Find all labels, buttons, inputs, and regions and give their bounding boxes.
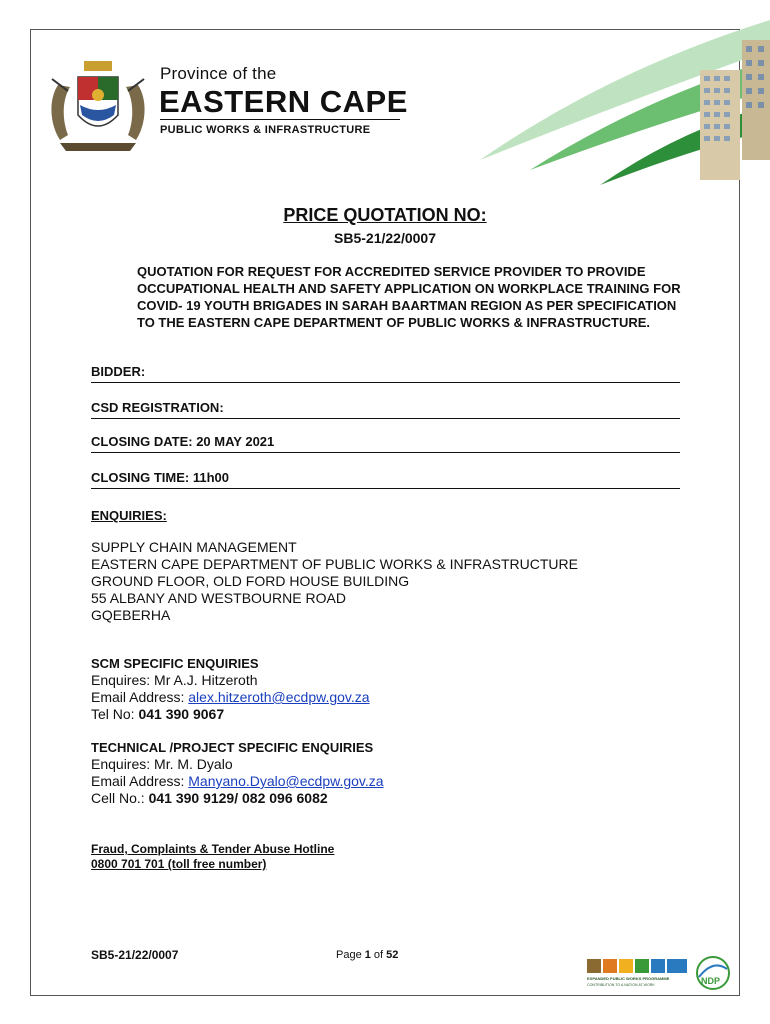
scm-email-label: Email Address: <box>91 689 189 705</box>
scm-email-row <box>91 689 370 706</box>
page-current: 1 <box>364 949 371 961</box>
technical-cell-row <box>91 790 384 807</box>
address-line: GQEBERHA <box>91 607 171 623</box>
document-title: PRICE QUOTATION NO: <box>283 205 487 225</box>
page-mid: of <box>370 949 387 961</box>
epwp-tagline: CONTRIBUTION TO A NATION AT WORK <box>587 983 655 987</box>
header-building-graphic <box>470 10 770 200</box>
fraud-hotline-title: Fraud, Complaints & Tender Abuse Hotline <box>91 842 335 856</box>
technical-email-row <box>91 773 384 790</box>
scm-enquiries-block <box>91 655 370 723</box>
enquiries-heading: ENQUIRIES: <box>91 508 167 523</box>
scm-tel-label: Tel No: <box>91 706 139 722</box>
epwp-ndp-logo <box>585 955 735 991</box>
scm-enquiries-heading: SCM SPECIFIC ENQUIRIES <box>91 656 259 671</box>
csd-registration-field: CSD REGISTRATION: <box>91 400 680 419</box>
address-block <box>91 539 578 624</box>
scm-contact-person: Enquires: Mr A.J. Hitzeroth <box>91 672 258 688</box>
org-province-label: Province of the <box>160 64 277 83</box>
fraud-hotline-block <box>91 842 334 872</box>
org-name: EASTERN CAPE <box>159 84 408 119</box>
page-number <box>336 949 398 961</box>
scm-email-link[interactable]: alex.hitzeroth@ecdpw.gov.za <box>188 689 370 705</box>
address-line: SUPPLY CHAIN MANAGEMENT <box>91 539 297 555</box>
org-divider <box>160 119 400 120</box>
ndp-text: NDP <box>701 976 721 986</box>
technical-enquiries-heading: TECHNICAL /PROJECT SPECIFIC ENQUIRIES <box>91 740 374 755</box>
page-prefix: Page <box>336 949 365 961</box>
footer-reference: SB5-21/22/0007 <box>91 948 179 962</box>
coat-of-arms-logo <box>38 55 158 155</box>
technical-contact-person: Enquires: Mr. M. Dyalo <box>91 756 233 772</box>
fraud-hotline-number: 0800 701 701 (toll free number) <box>91 857 267 871</box>
scm-tel-number: 041 390 9067 <box>138 706 225 722</box>
address-line: EASTERN CAPE DEPARTMENT OF PUBLIC WORKS & INFRASTRUCTURE <box>91 556 578 572</box>
quotation-number: SB5-21/22/0007 <box>334 230 436 246</box>
closing-time-field: CLOSING TIME: 11h00 <box>91 470 680 489</box>
technical-cell-label: Cell No.: <box>91 790 149 806</box>
scm-tel-row <box>91 706 370 723</box>
address-line: GROUND FLOOR, OLD FORD HOUSE BUILDING <box>91 573 410 589</box>
page-total: 52 <box>386 949 399 961</box>
quotation-description: QUOTATION FOR REQUEST FOR ACCREDITED SERVICE PROVIDER TO PROVIDE OCCUPATIONAL HEALTH AND SAFETY APPLICATION ON WORKPLACE TRAINING FOR COVID- 19 YOUTH BRIGADES IN SARAH BAARTMAN REGION AS PER SPECIFICATION TO THE EASTERN CAPE DEPARTMENT OF PUBLIC WORKS & INFRASTRUCTURE. <box>137 264 681 330</box>
technical-cell-number: 041 390 9129/ 082 096 6082 <box>148 790 328 806</box>
technical-enquiries-block <box>91 739 384 807</box>
epwp-text: EXPANDED PUBLIC WORKS PROGRAMME <box>587 976 670 981</box>
bidder-field: BIDDER: <box>91 364 680 383</box>
technical-email-link[interactable]: Manyano.Dyalo@ecdpw.gov.za <box>188 773 384 789</box>
closing-date-field: CLOSING DATE: 20 MAY 2021 <box>91 434 680 453</box>
technical-email-label: Email Address: <box>91 773 189 789</box>
org-department: PUBLIC WORKS & INFRASTRUCTURE <box>160 124 371 136</box>
address-line: 55 ALBANY AND WESTBOURNE ROAD <box>91 590 346 606</box>
